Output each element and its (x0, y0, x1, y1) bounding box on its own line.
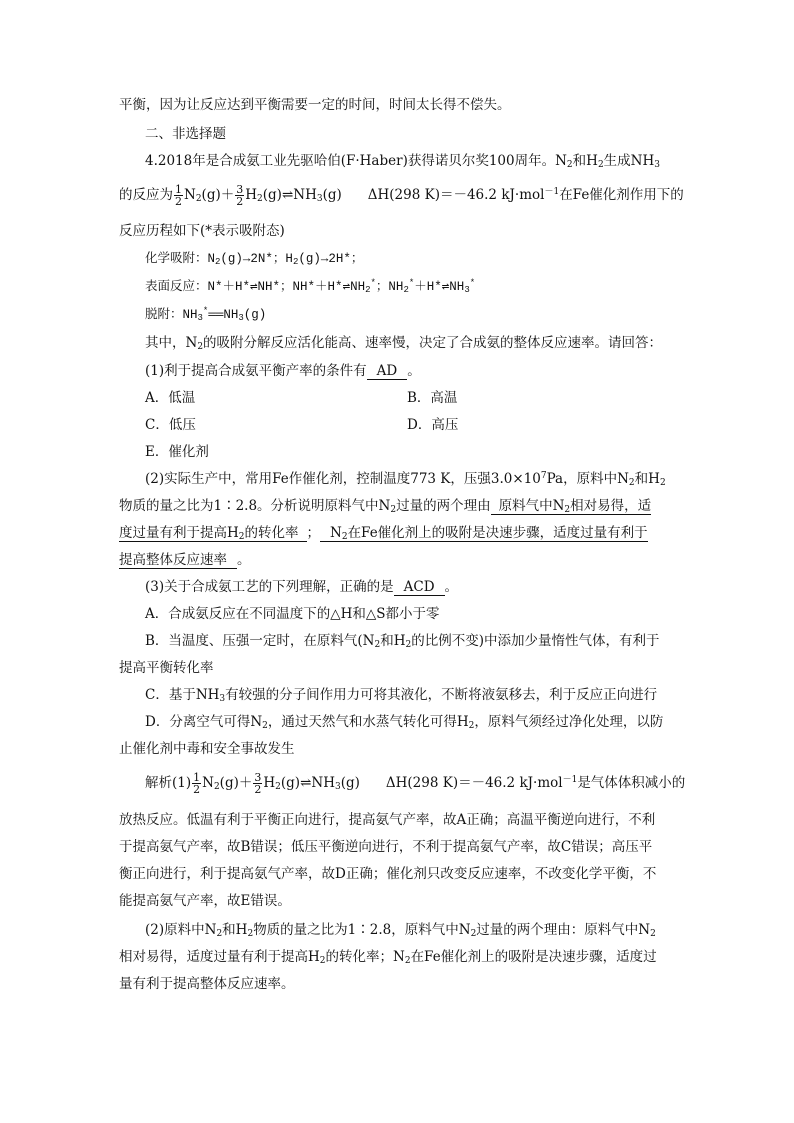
equilibrium-arrow: ⇌ (300, 775, 312, 791)
q3-option-b: B．当温度、压强一定时，在原料气($N_2$和$H_2$的比例不变)中添加少量惰性气体，有利于 (145, 633, 660, 650)
q3-option-d-cont: 止催化剂中毒和安全事故发生 (119, 741, 295, 757)
option-b: B．高温 (407, 390, 458, 406)
option-a: A．低温 (145, 390, 196, 406)
section-heading: 二、非选择题 (145, 126, 226, 142)
question-2: (2)实际生产中，常用Fe作催化剂，控制温度773 K，压强$3.0\times 10^7Pa$，原料中$N_2$和$H_2$ (145, 471, 666, 488)
fraction-three-halves: $\frac{3}{2}$ (254, 771, 262, 796)
answer-blank: AD (367, 363, 408, 380)
question-3: (3)关于合成氨工艺的下列理解，正确的是 ACD 。 (145, 579, 459, 595)
fraction-half: $\frac{1}{2}$ (193, 771, 201, 796)
answer-blank: $N_2$在Fe催化剂上的吸附是决速步骤，适度过量有利于 (320, 525, 648, 542)
equilibrium-arrow: ⇌ (281, 187, 294, 203)
answer-blank: 原料气中$N_2$相对易得，适 (491, 498, 652, 515)
analysis-line: 能提高氨气产率，故E错误。 (119, 893, 291, 909)
reaction-equation: 的反应为 $\frac{1}{2}$ $N_2(g)+$ $\frac{3}{2}$ $H_2(g)\rightleftharpoons NH_3(g)$ ΔH(298 K)＝－46.2 kJ·mol$^{-1}$在Fe催化剂作用下的 (119, 183, 684, 208)
fraction-half: $\frac{1}{2}$ (175, 183, 182, 208)
chemisorption-line: 化学吸附：$N_2(g)\to 2N*$；$H_2(g)\to 2H*$； (145, 252, 364, 267)
answer-blank: 提高整体反应速率 (119, 552, 237, 569)
analysis-line: 于提高氨气产率，故B错误；低压平衡逆向进行，不利于提高氨气产率，故C错误；高压平 (119, 839, 653, 855)
q3-option-d: D．分离空气可得$N_2$，通过天然气和水蒸气转化可得$H_2$，原料气须经过净化处理，以防 (145, 714, 664, 731)
option-c: C．低压 (145, 417, 196, 433)
q3-option-c: C．基于$NH_3$有较强的分子间作用力可将其液化，不断将液氨移去，利于反应正向进行 (145, 687, 658, 704)
text-line: 平衡，因为让反应达到平衡需要一定的时间，时间太长得不偿失。 (119, 97, 511, 113)
text-line: 反应历程如下(*表示吸附态) (119, 223, 285, 239)
q3-option-a: A．合成氨反应在不同温度下的△H和△S都小于零 (145, 606, 440, 622)
q3-option-b-cont: 提高平衡转化率 (119, 660, 214, 676)
analysis-line: 衡正向进行，利于提高氨气产率，故D正确；催化剂只改变反应速率，不改变化学平衡，不 (119, 866, 657, 882)
analysis-line: 放热反应。低温有利于平衡正向进行，提高氨气产率，故A正确；高温平衡逆向进行，不利 (119, 812, 656, 828)
option-e: E．催化剂 (145, 444, 209, 460)
analysis-2-line1: (2)原料中$N_2$和$H_2$物质的量之比为1∶2.8，原料气中$N_2$过量的两个理由：原料气中$N_2$ (145, 922, 656, 939)
option-d: D．高压 (407, 417, 459, 433)
analysis-2-line3: 量有利于提高整体反应速率。 (119, 976, 295, 992)
answer-blank: 度过量有利于提高$H_2$的转化率 (119, 525, 307, 542)
question-2-line3: 度过量有利于提高$H_2$的转化率 ； $N_2$在Fe催化剂上的吸附是决速步骤，适度过量有利于 (119, 525, 648, 542)
text-line: 其中，$N_2$的吸附分解反应活化能高、速率慢，决定了合成氨的整体反应速率。请回答： (145, 335, 663, 352)
question-4-stem: 4.2018年是合成氨工业先驱哈伯(F·Haber)获得诺贝尔奖100周年。$N_2$和$H_2$生成$NH_3$ (145, 153, 660, 170)
question-1: (1)利于提高合成氨平衡产率的条件有 AD 。 (145, 363, 421, 379)
fraction-three-halves: $\frac{3}{2}$ (236, 183, 244, 208)
question-2-line2: 物质的量之比为1∶2.8。分析说明原料气中$N_2$过量的两个理由 原料气中$N_2$相对易得，适 (119, 498, 652, 515)
answer-blank: ACD (394, 579, 445, 596)
question-2-line4: 提高整体反应速率 。 (119, 552, 251, 568)
analysis-equation: 解析(1) $\frac{1}{2}$ $N_2(g)+$ $\frac{3}{2}$ $H_2(g)\rightleftharpoons NH_3(g)$ ΔH(298 K)＝－46.2 kJ·mol$^{-1}$是气体体积减小的 (145, 771, 686, 796)
surface-reaction-line: 表面反应：N*＋H*⇌NH*；$NH*+H*\rightleftharpoons NH_2^*$；$NH_2^*+H*\rightleftharpoons NH_3^*$ (145, 278, 476, 295)
analysis-2-line2: 相对易得，适度过量有利于提高$H_2$的转化率；$N_2$在Fe催化剂上的吸附是决速步骤，适度过 (119, 949, 657, 966)
desorption-line: 脱附：$NH_3^*══NH_3(g)$ (145, 306, 267, 323)
